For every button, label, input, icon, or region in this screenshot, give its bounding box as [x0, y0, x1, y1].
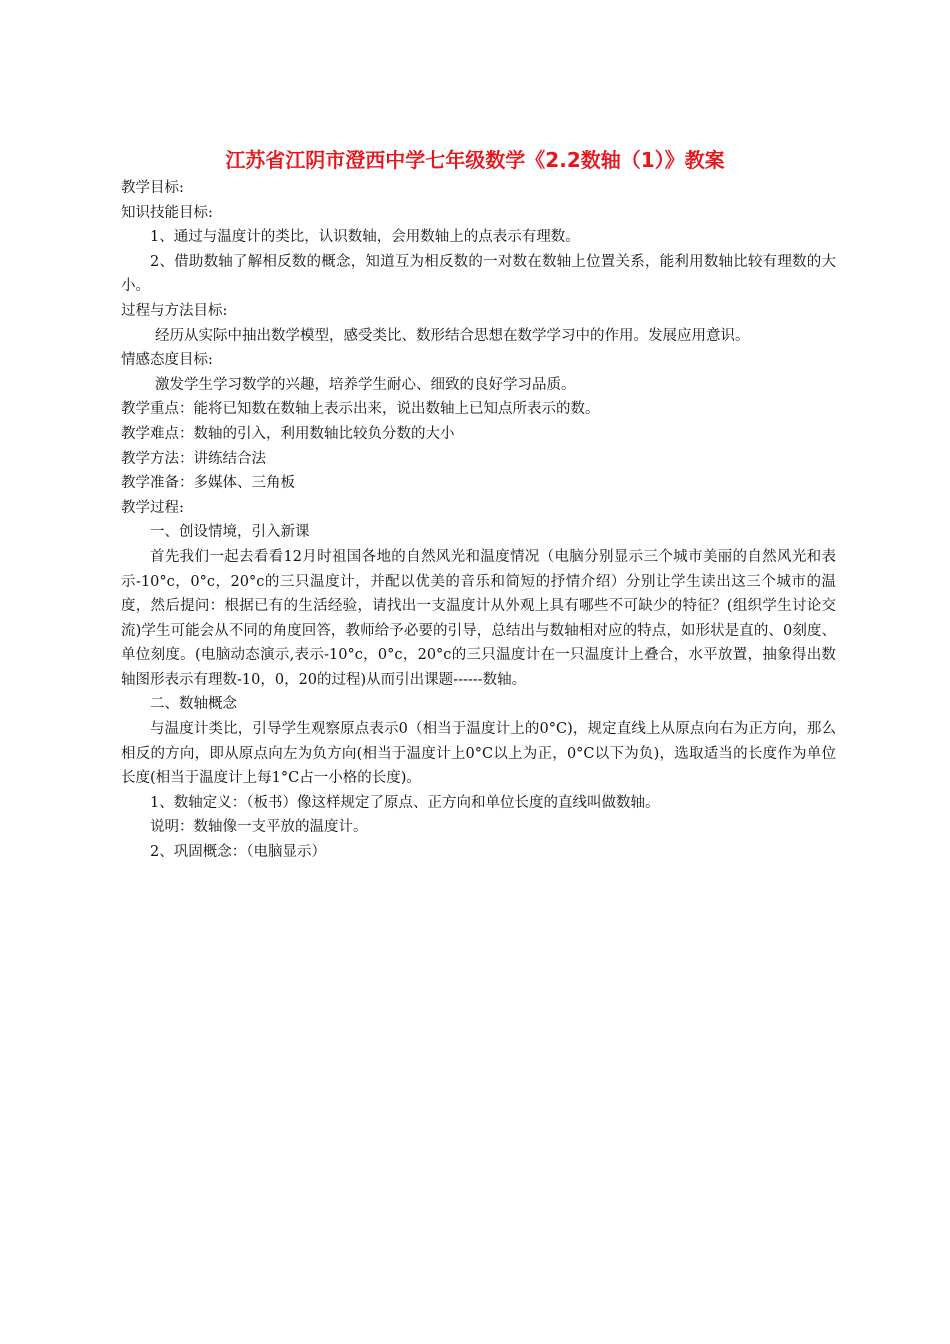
attitude-text: 激发学生学习数学的兴趣，培养学生耐心、细致的良好学习品质。 — [155, 376, 576, 393]
definition: 1、数轴定义：（板书）像这样规定了原点、正方向和单位长度的直线叫做数轴。 — [150, 794, 660, 811]
consolidate: 2、巩固概念：（电脑显示） — [150, 844, 326, 861]
difficulty: 教学难点：数轴的引入，利用数轴比较负分数的大小 — [121, 425, 455, 442]
attitude-heading: 情感态度目标: — [121, 352, 213, 369]
explanation: 说明：数轴像一支平放的温度计。 — [150, 819, 368, 836]
knowledge-item-2: 2、借助数轴了解相反数的概念，知道互为相反数的一对数在数轴上位置关系，能利用数轴比较有理数的大小。 — [121, 253, 836, 295]
step2-text: 与温度计类比，引导学生观察原点表示0（相当于温度计上的0°C)，规定直线上从原点向右为正方向，那么相反的方向，即从原点向左为负方向(相当于温度计上0°C以上为正，0°C以下为负)，选取适当的长度作为单位长度(相当于温度计上每1°C占一小格的长度)。 — [121, 721, 836, 787]
document-body — [121, 176, 836, 865]
teaching-method: 教学方法：讲练结合法 — [121, 450, 266, 467]
teaching-preparation: 教学准备：多媒体、三角板 — [121, 475, 295, 492]
document-title: 江苏省江阴市澄西中学七年级数学《2.2数轴（1）》教案 — [225, 148, 725, 172]
knowledge-item-1: 1、通过与温度计的类比，认识数轴，会用数轴上的点表示有理数。 — [150, 229, 580, 246]
step1-text: 首先我们一起去看看12月时祖国各地的自然风光和温度情况（电脑分别显示三个城市美丽的自然风光和表示-10°c，0°c，20°c的三只温度计，并配以优美的音乐和简短的抒情介绍）分别让学生读出这三个城市的温度，然后提问：根据已有的生活经验，请找出一支温度计从外观上具有哪些不可缺少的特征？(组织学生讨论交流)学生可能会从不同的角度回答，教师给予必要的引导，总结出与数轴相对应的特点，如形状是直的、0刻度、单位刻度。(电脑动态演示,表示-10°c，0°c，20°c的三只温度计在一只温度计上叠合，水平放置，抽象得出数轴图形表示有理数-10，0，20的过程)从而引出课题------数轴。 — [121, 548, 836, 688]
step2-heading: 二、数轴概念 — [150, 696, 237, 713]
process-text: 经历从实际中抽出数学模型，感受类比、数形结合思想在数学学习中的作用。发展应用意识。 — [155, 327, 750, 344]
process-heading: 过程与方法目标: — [121, 302, 228, 319]
goals-heading: 教学目标: — [121, 180, 184, 196]
key-point: 教学重点：能将已知数在数轴上表示出来，说出数轴上已知点所表示的数。 — [121, 401, 600, 418]
knowledge-heading: 知识技能目标: — [121, 204, 213, 221]
step1-heading: 一、创设情境，引入新课 — [150, 524, 310, 541]
process-label: 教学过程: — [121, 499, 184, 516]
